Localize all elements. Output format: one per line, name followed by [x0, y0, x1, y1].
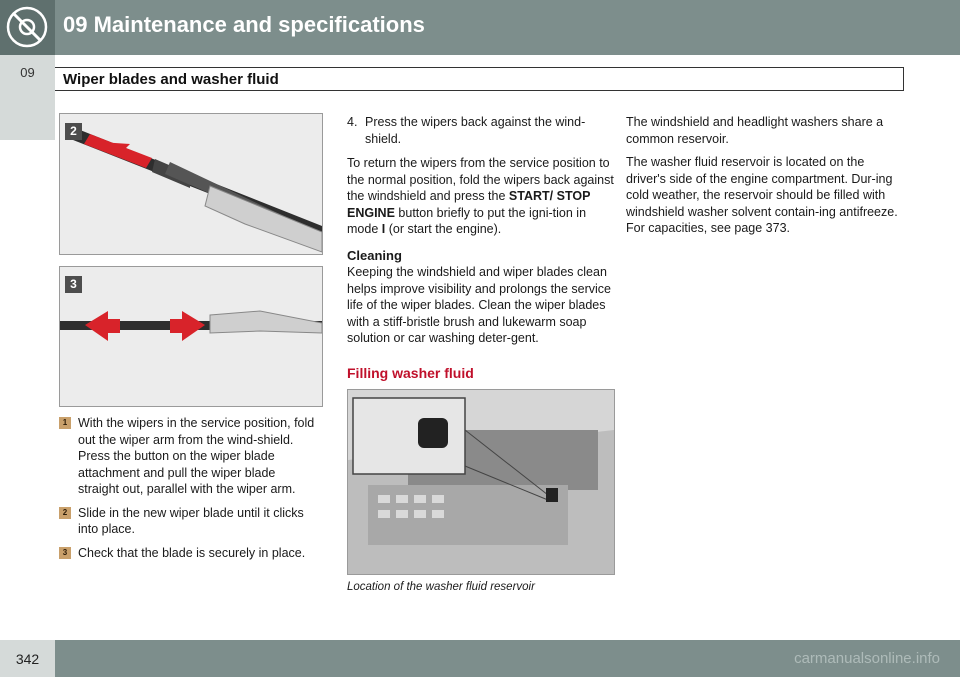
figure-number-badge: 3	[65, 276, 82, 293]
step-text: With the wipers in the service position, fold out the wiper arm from the wind-shield. Press the button on the wiper blade attachment and pull the wiper blade straight out, parallel with the wiper arm.	[78, 416, 315, 496]
start-stop-keyword: START/ STOP ENGINE	[347, 189, 591, 220]
wiper-blade-illustration	[60, 114, 322, 254]
paragraph-text: To return the wipers from the service position to the normal position, fold the wipers back against the windshield and press the	[347, 156, 614, 203]
page-number: 342	[15, 651, 40, 667]
step-number-badge: 3	[59, 547, 71, 559]
engine-compartment-illustration	[348, 390, 614, 574]
reservoir-location-paragraph: The washer fluid reservoir is located on the driver's side of the engine compartment. Dur-ing cold weather, the reservoir should be filled with windshield washer solvent contain-ing antifreeze. For capacities, see page 373.	[626, 155, 898, 235]
paragraph-text: button briefly to put the igni-tion in mode	[347, 205, 587, 236]
chapter-title: 09 Maintenance and specifications	[63, 12, 425, 37]
step-number: 4.	[347, 115, 358, 129]
figure-number-badge: 2	[65, 123, 82, 140]
watermark: carmanualsonline.info	[794, 650, 940, 667]
page-footer	[0, 640, 960, 677]
wrench-gear-icon	[0, 0, 55, 55]
wiper-figure-2	[59, 113, 323, 255]
step-item-4	[347, 114, 615, 147]
figure-caption: Location of the washer fluid reservoir	[347, 581, 535, 593]
middle-column	[347, 114, 615, 596]
cleaning-paragraph: Keeping the windshield and wiper blades clean helps improve visibility and prolongs the service life of the wiper blades. Clean the wiper blades with a stiff-bristle brush and lukewarm soap solution or car washing deter-gent.	[347, 265, 612, 345]
step-text: Check that the blade is securely in place.	[78, 545, 306, 560]
instruction-steps	[59, 415, 319, 568]
step-item	[59, 505, 319, 538]
step-number-badge: 2	[59, 507, 71, 519]
paragraph-text: (or start the engine).	[385, 222, 502, 236]
footer-page-box	[0, 640, 55, 677]
step-text: Press the wipers back against the wind-shield.	[365, 115, 586, 146]
right-column	[626, 114, 906, 244]
step-number-badge: 1	[59, 417, 71, 429]
section-title-bar	[55, 67, 904, 91]
washer-reservoir-figure	[347, 389, 615, 575]
step-item	[59, 415, 319, 498]
washers-share-paragraph: The windshield and headlight washers share a common reservoir.	[626, 115, 884, 146]
return-wipers-paragraph	[347, 155, 615, 238]
cleaning-heading: Cleaning	[347, 247, 402, 263]
wiper-blade-slide-illustration	[60, 267, 322, 406]
chapter-number: 09	[20, 65, 35, 80]
section-title: Wiper blades and washer fluid	[63, 71, 279, 88]
wiper-figure-3	[59, 266, 323, 407]
chapter-header	[0, 0, 960, 55]
step-item	[59, 545, 319, 562]
filling-washer-fluid-heading: Filling washer fluid	[347, 364, 474, 381]
ignition-mode: I	[381, 222, 386, 236]
chapter-tab	[0, 55, 55, 140]
step-text: Slide in the new wiper blade until it clicks into place.	[78, 505, 304, 536]
